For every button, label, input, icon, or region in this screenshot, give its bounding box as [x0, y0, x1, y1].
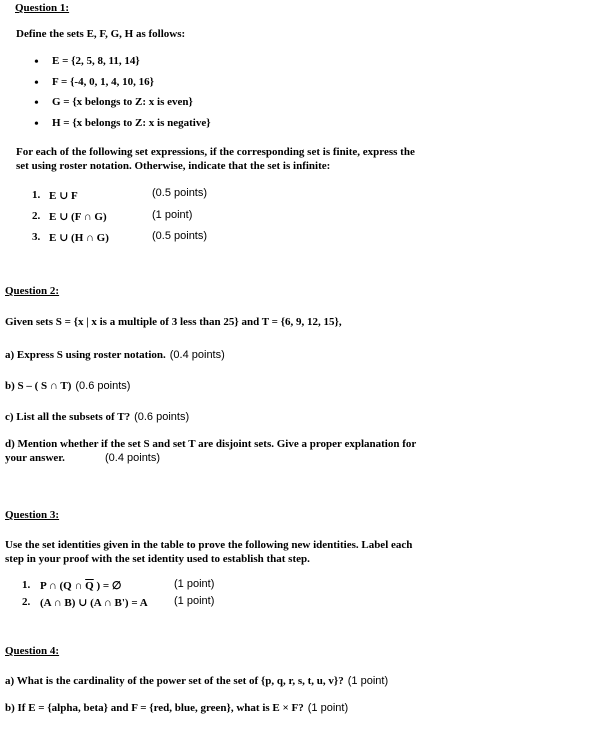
identity-2-points: (1 point) — [174, 595, 215, 607]
q-complement: $\overline{Q}$ — [85, 580, 94, 592]
question-2c-text: c) List all the subsets of T? — [5, 411, 131, 423]
item-number: 2. — [32, 210, 41, 222]
item-number: 1. — [32, 189, 41, 201]
question-3-title: Question 3: — [5, 509, 60, 521]
question-1-prompt-line2: set using roster notation. Otherwise, indicate that the set is infinite: — [16, 160, 331, 172]
question-4-title: Question 4: — [5, 645, 60, 657]
question-4a — [5, 671, 388, 689]
question-2c — [5, 407, 189, 425]
item-expression: E ∪ (F ∩ G) — [49, 211, 107, 223]
question-4a-text: a) What is the cardinality of the power set of the set of {p, q, r, s, t, u, v}? — [5, 675, 344, 687]
set-g-definition: G = {x belongs to Z: x is even} — [52, 96, 193, 108]
item-points: (1 point) — [152, 209, 193, 221]
question-2b — [5, 376, 130, 394]
bullet-icon: • — [34, 55, 39, 70]
question-4b — [5, 698, 348, 716]
question-2d-line1: d) Mention whether if the set S and set T are disjoint sets. Give a proper explanation for — [5, 438, 417, 450]
item-points: (0.5 points) — [152, 230, 208, 242]
bullet-icon: • — [34, 76, 39, 91]
item-points: (0.5 points) — [152, 187, 208, 199]
item-expression: E ∪ (H ∩ G) — [49, 232, 109, 244]
identity-2-expression: (A ∩ B) ∪ (A ∩ B') = A — [40, 597, 148, 609]
question-3-line2: step in your proof with the set identity used to establish that step. — [5, 553, 310, 565]
question-2d-points: (0.4 points) — [105, 452, 161, 464]
question-3-line1: Use the set identities given in the table to prove the following new identities. Label each — [5, 539, 413, 551]
item-expression: E ∪ F — [49, 190, 78, 202]
question-2b-points: (0.6 points) — [75, 380, 131, 392]
item-number: 2. — [22, 596, 31, 608]
question-2c-points: (0.6 points) — [134, 411, 190, 423]
item-number: 3. — [32, 231, 41, 243]
set-h-definition: H = {x belongs to Z: x is negative} — [52, 117, 211, 129]
identity-1-expression: P ∩ (Q ∩ $\overline{Q}$ ) = ∅ — [40, 580, 122, 592]
identity-1-points: (1 point) — [174, 578, 215, 590]
question-1-title: Question 1: — [15, 2, 70, 14]
question-4b-points: (1 point) — [307, 702, 349, 714]
set-e-definition: E = {2, 5, 8, 11, 14} — [52, 55, 140, 67]
bullet-icon: • — [34, 117, 39, 132]
question-4a-points: (1 point) — [347, 675, 389, 687]
question-2d-line2: your answer. — [5, 452, 65, 464]
question-2a-text: a) Express S using roster notation. — [5, 349, 166, 361]
question-4b-text: b) If E = {alpha, beta} and F = {red, blue, green}, what is E × F? — [5, 702, 304, 714]
question-1-intro: Define the sets E, F, G, H as follows: — [16, 28, 186, 40]
question-2a — [5, 345, 225, 363]
question-2-given: Given sets S = {x | x is a multiple of 3 less than 25} and T = {6, 9, 12, 15}, — [5, 316, 342, 328]
question-2b-text: b) S – ( S ∩ T) — [5, 380, 72, 392]
question-2-title: Question 2: — [5, 285, 60, 297]
question-2a-points: (0.4 points) — [169, 349, 225, 361]
bullet-icon: • — [34, 96, 39, 111]
set-f-definition: F = {-4, 0, 1, 4, 10, 16} — [52, 76, 154, 88]
item-number: 1. — [22, 579, 31, 591]
question-1-prompt-line1: For each of the following set expressions, if the corresponding set is finite, express the — [16, 146, 415, 158]
